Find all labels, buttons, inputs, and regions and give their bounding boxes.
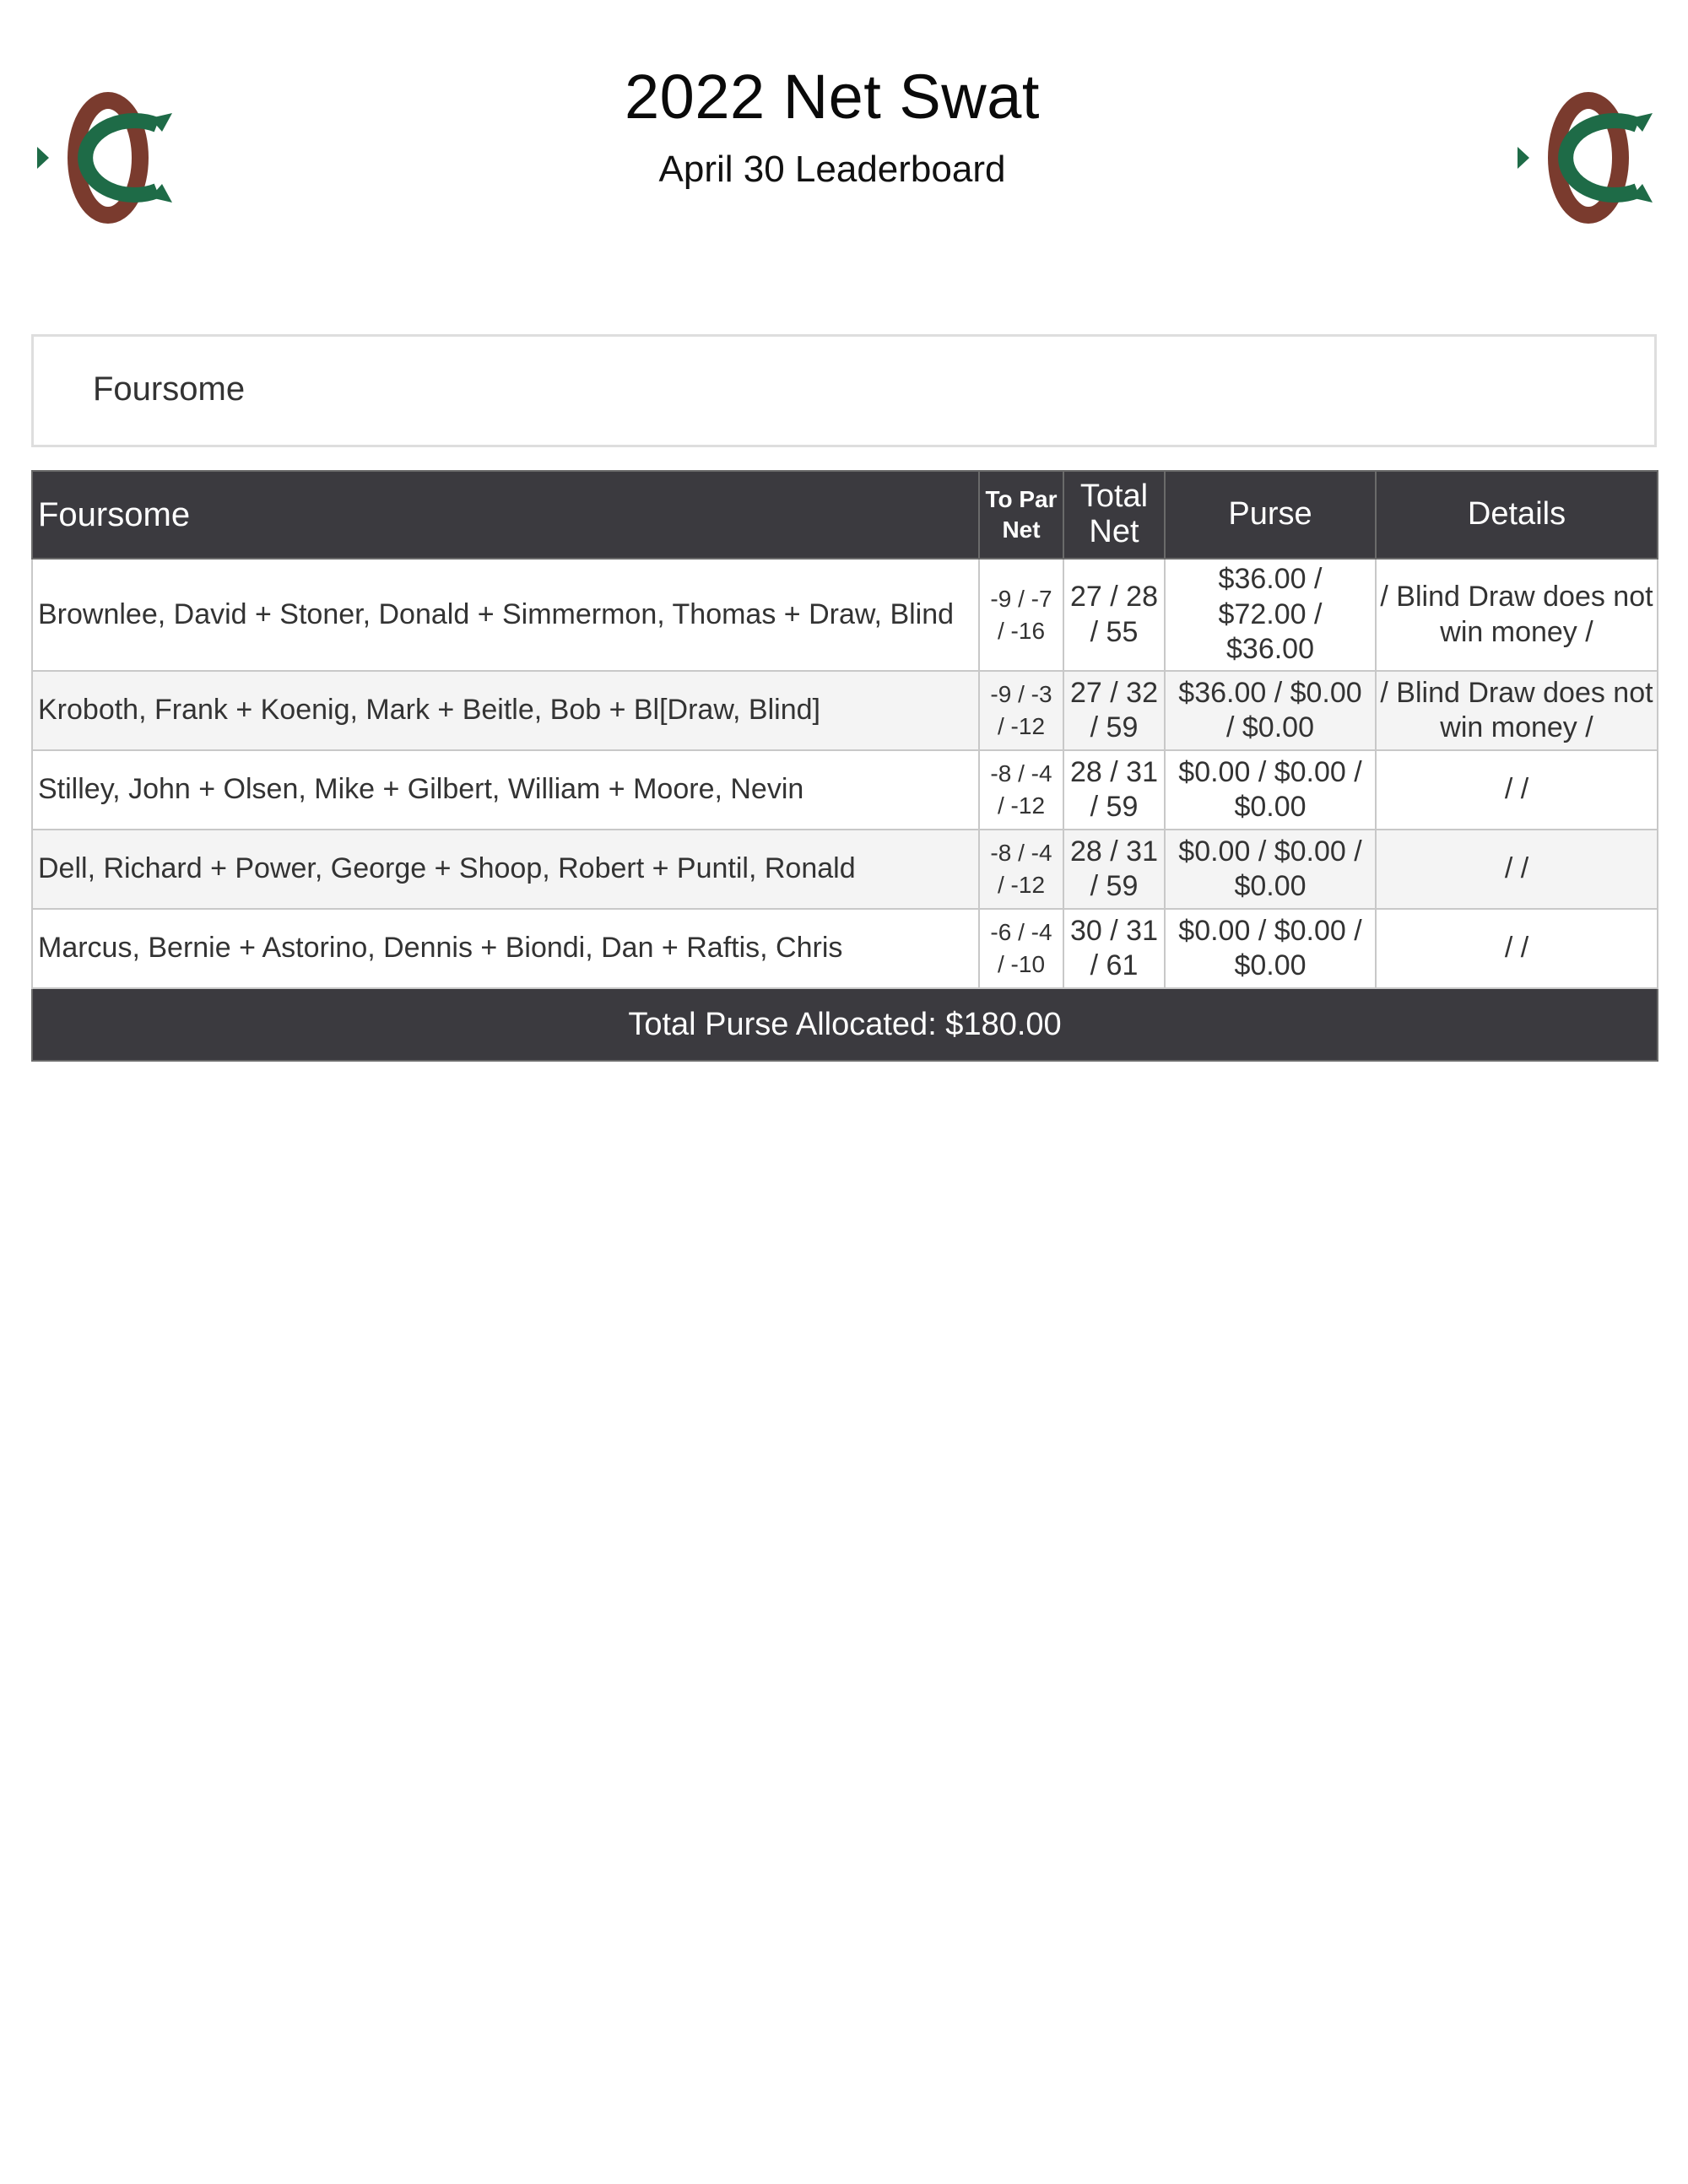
to-par-cell: -9 / -3 / -12 xyxy=(979,671,1063,750)
column-header-total-net: Total Net xyxy=(1063,471,1165,559)
leaderboard-table xyxy=(31,470,1658,1062)
team-cell: Marcus, Bernie + Astorino, Dennis + Biondi, Dan + Raftis, Chris xyxy=(32,909,979,988)
purse-cell: $0.00 / $0.00 / $0.00 xyxy=(1165,909,1376,988)
to-par-cell: -8 / -4 / -12 xyxy=(979,750,1063,830)
column-header-details: Details xyxy=(1376,471,1658,559)
table-row xyxy=(32,830,1658,909)
to-par-cell: -8 / -4 / -12 xyxy=(979,830,1063,909)
table-header-row xyxy=(32,471,1658,559)
team-cell: Brownlee, David + Stoner, Donald + Simmermon, Thomas + Draw, Blind xyxy=(32,559,979,671)
details-cell: / Blind Draw does not win money / xyxy=(1376,671,1658,750)
section-label: Foursome xyxy=(93,370,246,408)
details-cell: / Blind Draw does not win money / xyxy=(1376,559,1658,671)
table-row xyxy=(32,909,1658,988)
page-title: 2022 Net Swat xyxy=(625,62,1040,132)
total-net-cell: 27 / 28 / 55 xyxy=(1063,559,1165,671)
to-par-cell: -9 / -7 / -16 xyxy=(979,559,1063,671)
column-header-to-par: To Par Net xyxy=(979,471,1063,559)
to-par-cell: -6 / -4 / -10 xyxy=(979,909,1063,988)
purse-cell: $36.00 / $0.00 / $0.00 xyxy=(1165,671,1376,750)
table-row xyxy=(32,750,1658,830)
table-row xyxy=(32,671,1658,750)
page-subtitle: April 30 Leaderboard xyxy=(658,149,1006,190)
details-cell: / / xyxy=(1376,909,1658,988)
column-header-foursome: Foursome xyxy=(32,471,979,559)
details-cell: / / xyxy=(1376,830,1658,909)
section-header xyxy=(31,334,1657,447)
purse-cell: $0.00 / $0.00 / $0.00 xyxy=(1165,830,1376,909)
total-net-cell: 28 / 31 / 59 xyxy=(1063,750,1165,830)
total-net-cell: 27 / 32 / 59 xyxy=(1063,671,1165,750)
team-cell: Kroboth, Frank + Koenig, Mark + Beitle, Bob + Bl[Draw, Blind] xyxy=(32,671,979,750)
team-cell: Stilley, John + Olsen, Mike + Gilbert, William + Moore, Nevin xyxy=(32,750,979,830)
total-purse-row xyxy=(32,988,1658,1061)
team-cell: Dell, Richard + Power, George + Shoop, Robert + Puntil, Ronald xyxy=(32,830,979,909)
purse-cell: $0.00 / $0.00 / $0.00 xyxy=(1165,750,1376,830)
total-purse-text: Total Purse Allocated: $180.00 xyxy=(32,988,1658,1061)
total-net-cell: 30 / 31 / 61 xyxy=(1063,909,1165,988)
purse-cell: $36.00 / $72.00 / $36.00 xyxy=(1165,559,1376,671)
column-header-purse: Purse xyxy=(1165,471,1376,559)
table-row xyxy=(32,559,1658,671)
total-net-cell: 28 / 31 / 59 xyxy=(1063,830,1165,909)
details-cell: / / xyxy=(1376,750,1658,830)
